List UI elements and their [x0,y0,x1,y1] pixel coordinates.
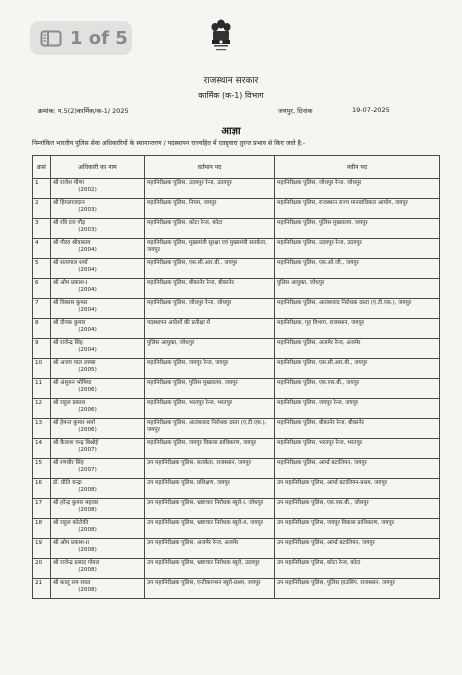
current-post: महानिरीक्षक पुलिस, उदयपुर रेन्ज, उदयपुर [145,179,275,199]
officer-name: श्री रवि दत्त गौड़ [53,220,86,226]
current-post: महानिरीक्षक पुलिस, मुख्यमंत्री सुरक्षा एवं मुख्यमंत्री सतर्कता, जयपुर [145,239,275,259]
officer-name: श्री कालू राम रावत [53,580,91,586]
table-row [33,439,440,459]
serial-number: 21 [33,579,51,599]
current-post: उप महानिरीक्षक पुलिस, भ्रष्टाचार निरोधक ब्यूरो, उदयपुर [145,559,275,579]
table-row [33,399,440,419]
officer-name: श्री दीपक कुमार [53,320,86,326]
new-post: महानिरीक्षक पुलिस, पुलिस मुख्यालय, जयपुर [275,219,440,239]
serial-number: 6 [33,279,51,299]
new-post: उप महानिरीक्षक पुलिस, कोटा रेन्ज, कोटा [275,559,440,579]
officer-batch: (2008) [78,507,97,513]
order-title: आज्ञा [221,126,241,137]
officer-name: श्री सत्यपाल शर्मा [53,260,88,266]
serial-number: 9 [33,339,51,359]
officer-name: डॉ. प्रीति चन्द्रा [53,480,82,486]
order-date: 19-07-2025 [352,106,390,114]
officer-cell [51,359,145,379]
new-post: उप महानिरीक्षक पुलिस, आर्म्ड बटालियन, जयपुर [275,539,440,559]
current-post: उप महानिरीक्षक पुलिस, अजमेर रेन्ज, अजमेर [145,539,275,559]
new-post: उप महानिरीक्षक पुलिस, पुलिस हाउसिंग, राजस्थान, जयपुर [275,579,440,599]
new-post: महानिरीक्षक पुलिस, बीकानेर रेन्ज, बीकानेर [275,419,440,439]
table-row [33,299,440,319]
current-post: महानिरीक्षक पुलिस, आतंकवाद निरोधक दस्ता (ए.टी.एस.), जयपुर [145,419,275,439]
officer-batch: (2006) [78,387,97,393]
reference-value: प.5(2)कार्मिक/क-1/ 2025 [57,107,129,115]
officer-name: श्री अंशुमन भोमिया [53,380,92,386]
state-emblem-icon [209,18,233,58]
serial-number: 3 [33,219,51,239]
department-title: कार्मिक (क-1) विभाग [198,91,264,100]
officer-name: श्री राहुल कोटोकी [53,520,89,526]
officer-batch: (2006) [78,427,97,433]
current-post: महानिरीक्षक पुलिस, जयपुर रेन्ज, जयपुर [145,359,275,379]
current-post: उप महानिरीक्षक पुलिस, प्रशिक्षण, जयपुर [145,479,275,499]
officer-cell [51,579,145,599]
officer-batch: (2006) [78,407,97,413]
officer-name: श्री हरेन्द्र कुमार महावर [53,500,99,506]
new-post: महानिरीक्षक पुलिस, आर्म्ड बटालियन, जयपुर [275,459,440,479]
new-post: उप महानिरीक्षक पुलिस, एस.एस.बी., जोधपुर [275,499,440,519]
officer-batch: (2007) [78,447,97,453]
officer-batch: (2008) [78,527,97,533]
table-row [33,579,440,599]
officer-cell [51,259,145,279]
serial-number: 1 [33,179,51,199]
officer-name: श्री ओम प्रकाश-I [53,280,88,286]
new-post: महानिरीक्षक पुलिस, एस.ओ.जी., जयपुर [275,259,440,279]
table-row [33,479,440,499]
officer-name: श्री राजेश मीणा [53,180,84,186]
serial-number: 7 [33,299,51,319]
officer-batch: (2008) [78,547,97,553]
officer-cell [51,319,145,339]
serial-number: 18 [33,519,51,539]
page-indicator-text: 1 of 5 [70,27,128,49]
new-post: महानिरीक्षक पुलिस, उदयपुर रेन्ज, उदयपुर [275,239,440,259]
officer-cell [51,539,145,559]
table-row [33,219,440,239]
current-post: महानिरीक्षक पुलिस, जोधपुर रेन्ज, जोधपुर [145,299,275,319]
serial-number: 11 [33,379,51,399]
officer-cell [51,279,145,299]
col-header-serial: क्रसं [33,156,51,179]
serial-number: 17 [33,499,51,519]
place-label: जयपुर, दिनांक [278,107,313,115]
officer-cell [51,239,145,259]
table-header-row [33,156,440,179]
col-header-officer-name: अधिकारी का नाम [51,156,145,179]
serial-number: 14 [33,439,51,459]
reference-number [38,106,129,115]
officer-batch: (2005) [78,367,97,373]
officer-batch: (2008) [78,487,97,493]
table-row [33,519,440,539]
table-row [33,359,440,379]
officer-cell [51,459,145,479]
new-post: महानिरीक्षक पुलिस, राजस्थान राज्य मानवाधिकार आयोग, जयपुर [275,199,440,219]
officer-batch: (2004) [78,267,97,273]
serial-number: 8 [33,319,51,339]
officer-cell [51,479,145,499]
new-post: उप महानिरीक्षक पुलिस, आर्म्ड बटालियन-प्रथम, जयपुर [275,479,440,499]
serial-number: 13 [33,419,51,439]
officer-name: श्री अजय पाल लाम्बा [53,360,96,366]
officer-batch: (2008) [78,567,97,573]
sidebar-icon [40,30,62,47]
government-title: राजस्थान सरकार [203,76,259,86]
table-row [33,239,440,259]
officer-name: श्री राहुल प्रकाश [53,400,86,406]
officer-batch: (2007) [78,467,97,473]
current-post: पदस्थापन आदेशों की प्रतीक्षा में [145,319,275,339]
serial-number: 4 [33,239,51,259]
officer-name: श्री हिंगलाजदान [53,200,85,206]
officer-batch: (2003) [78,207,97,213]
serial-number: 10 [33,359,51,379]
officer-batch: (2004) [78,287,97,293]
reference-label: क्रमांक: [38,107,56,115]
serial-number: 5 [33,259,51,279]
officer-name: श्री हेमन्त कुमार शर्मा [53,420,95,426]
officer-name: श्री गौरव श्रीवास्तव [53,240,91,246]
table-row [33,179,440,199]
col-header-current-post: वर्तमान पद [145,156,275,179]
officer-batch: (2008) [78,587,97,593]
officer-cell [51,339,145,359]
officer-cell [51,199,145,219]
officer-cell [51,399,145,419]
new-post: महानिरीक्षक पुलिस, एस.सी.आर.बी., जयपुर [275,359,440,379]
col-header-new-post: नवीन पद [275,156,440,179]
new-post: महानिरीक्षक, गृह विभाग, राजस्थान, जयपुर [275,319,440,339]
new-post: महानिरीक्षक पुलिस, भरतपुर रेन्ज, भरतपुर [275,439,440,459]
current-post: महानिरीक्षक पुलिस, नियम, जयपुर [145,199,275,219]
current-post: उप महानिरीक्षक पुलिस, सतर्कता, राजस्थान, जयपुर [145,459,275,479]
officer-cell [51,299,145,319]
officer-name: श्री राजेन्द्र सिंह [53,340,83,346]
officer-cell [51,499,145,519]
current-post: पुलिस आयुक्त, जोधपुर [145,339,275,359]
table-row [33,279,440,299]
current-post: महानिरीक्षक पुलिस, बीकानेर रेन्ज, बीकानेर [145,279,275,299]
current-post: उप महानिरीक्षक पुलिस, भ्रष्टाचार निरोधक ब्यूरो-I, जोधपुर [145,499,275,519]
officer-cell [51,419,145,439]
serial-number: 12 [33,399,51,419]
officer-cell [51,519,145,539]
serial-number: 15 [33,459,51,479]
current-post: महानिरीक्षक पुलिस, जयपुर विकास प्राधिकरण, जयपुर [145,439,275,459]
table-row [33,559,440,579]
officer-name: श्री विकास कुमार [53,300,88,306]
current-post: महानिरीक्षक पुलिस, भरतपुर रेन्ज, भरतपुर [145,399,275,419]
officer-cell [51,219,145,239]
officer-name: श्री रणधीर सिंह [53,460,84,466]
new-post: महानिरीक्षक पुलिस, आतंकवाद निरोधक दस्ता (ए.टी.एस.), जयपुर [275,299,440,319]
current-post: उप महानिरीक्षक पुलिस, एन्टीकरप्शन ब्यूरो-प्रथम, जयपुर [145,579,275,599]
serial-number: 16 [33,479,51,499]
table-row [33,199,440,219]
table-row [33,419,440,439]
new-post: महानिरीक्षक पुलिस, जयपुर रेन्ज, जयपुर [275,399,440,419]
officer-batch: (2004) [78,327,97,333]
officer-cell [51,379,145,399]
officer-cell [51,559,145,579]
order-intro: निम्नांकित भारतीय पुलिस सेवा अधिकारियों के स्थानान्तरण / पदस्थापन राज्यहित में एतद्द्वारा तुरन्त प्रभाव से किए जाते है:- [32,140,306,147]
page-indicator[interactable] [30,21,132,55]
officer-name: श्री कैलाश चन्द्र बिश्नोई [53,440,99,446]
new-post: उप महानिरीक्षक पुलिस, जयपुर विकास प्राधिकरण, जयपुर [275,519,440,539]
table-row [33,459,440,479]
serial-number: 19 [33,539,51,559]
officer-cell [51,179,145,199]
officer-batch: (2003) [78,227,97,233]
current-post: उप महानिरीक्षक पुलिस, भ्रष्टाचार निरोधक ब्यूरो-II, जयपुर [145,519,275,539]
table-row [33,539,440,559]
current-post: महानिरीक्षक पुलिस, कोटा रेन्ज, कोटा [145,219,275,239]
transfer-table [32,155,440,599]
officer-batch: (2004) [78,347,97,353]
new-post: महानिरीक्षक पुलिस, जोधपुर रेन्ज, जोधपुर [275,179,440,199]
officer-name: श्री राजेन्द्र प्रसाद गोयल [53,560,100,566]
officer-batch: (2002) [78,187,97,193]
serial-number: 2 [33,199,51,219]
table-row [33,319,440,339]
serial-number: 20 [33,559,51,579]
officer-batch: (2004) [78,307,97,313]
new-post: महानिरीक्षक पुलिस, अजमेर रेन्ज, अजमेर [275,339,440,359]
new-post: पुलिस आयुक्त, जोधपुर [275,279,440,299]
current-post: महानिरीक्षक पुलिस, पुलिस मुख्यालय, जयपुर [145,379,275,399]
officer-cell [51,439,145,459]
table-row [33,259,440,279]
new-post: महानिरीक्षक पुलिस, एस.एस.बी., जयपुर [275,379,440,399]
officer-name: श्री ओम प्रकाश-II [53,540,90,546]
table-row [33,499,440,519]
table-row [33,379,440,399]
officer-batch: (2004) [78,247,97,253]
table-row [33,339,440,359]
current-post: महानिरीक्षक पुलिस, एस.सी.आर.बी., जयपुर [145,259,275,279]
